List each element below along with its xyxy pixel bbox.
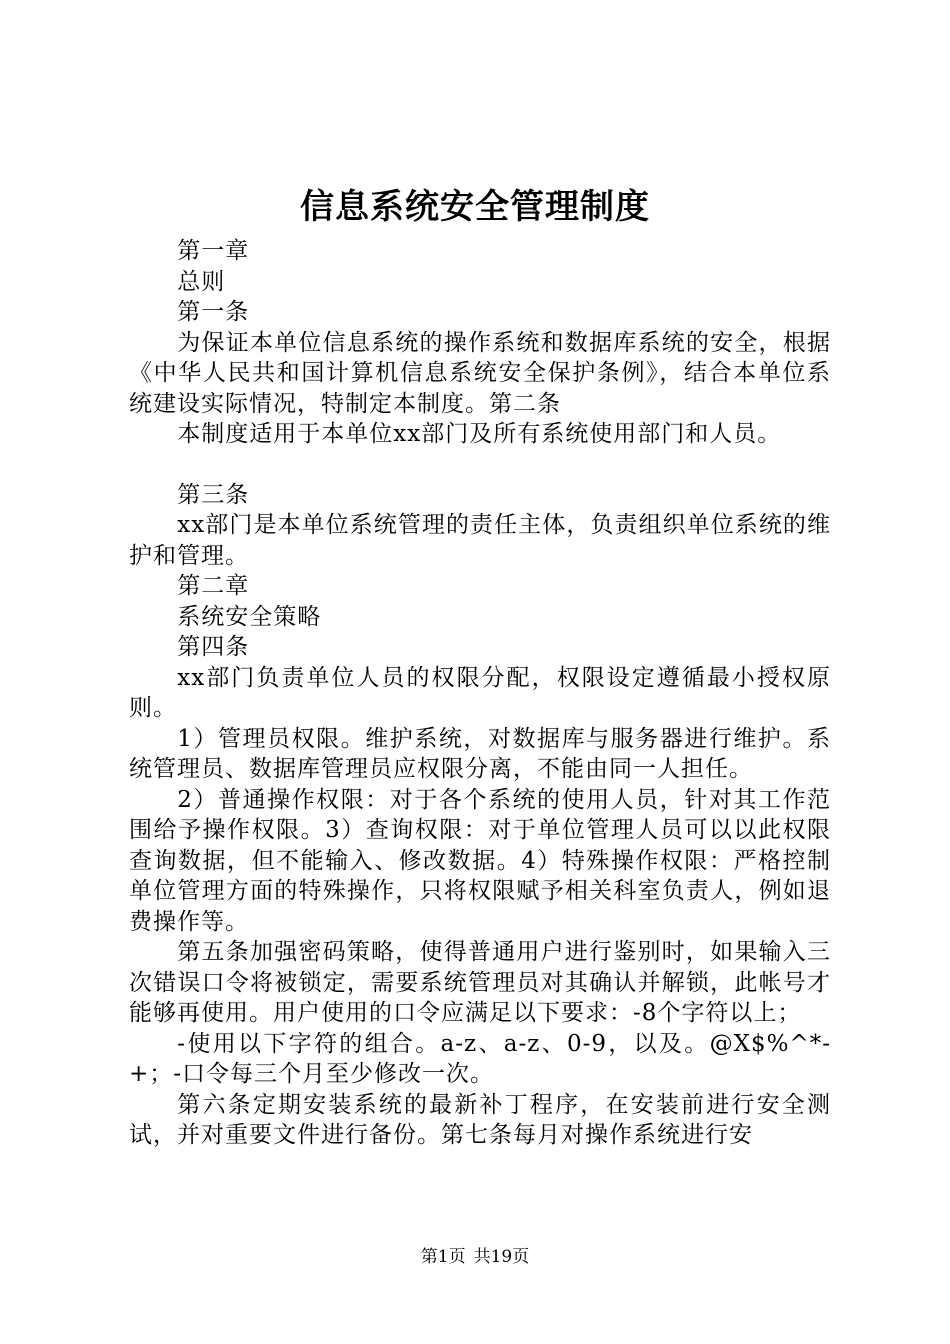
list-item: 1）管理员权限。维护系统，对数据库与服务器进行维护。系统管理员、数据库管理员应权限分离，不能由同一人担任。	[129, 725, 831, 782]
chapter-title: 总则	[177, 268, 226, 295]
document-title: 信息系统安全管理制度	[300, 187, 650, 227]
page-number: 第1页	[420, 1247, 466, 1267]
body-paragraph: xx部门负责单位人员的权限分配，权限设定遵循最小授权原则。	[129, 664, 831, 721]
body-paragraph: xx部门是本单位系统管理的责任主体，负责组织单位系统的维护和管理。	[129, 512, 831, 569]
article-heading: 第一条	[177, 299, 250, 325]
article-heading: 第三条	[177, 481, 250, 508]
chapter-heading: 第二章	[177, 573, 250, 599]
article-heading: 第四条	[177, 634, 250, 660]
body-paragraph: 第六条定期安装系统的最新补丁程序，在安装前进行安全测试，并对重要文件进行备份。第七条每月对操作系统进行安	[129, 1091, 831, 1148]
page-footer	[0, 1245, 950, 1269]
body-paragraph: -使用以下字符的组合。a-z、a-z、0-9，以及。@X$%^*-+；-口令每三个月至少修改一次。	[129, 1030, 831, 1087]
page-total: 共19页	[473, 1247, 530, 1267]
list-item: 2）普通操作权限：对于各个系统的使用人员，针对其工作范围给予操作权限。3）查询权限：对于单位管理人员可以以此权限查询数据，但不能输入、修改数据。4）特殊操作权限：严格控制单位管理方面的特殊操作，只将权限赋予相关科室负责人，例如退费操作等。	[129, 786, 831, 935]
body-paragraph: 为保证本单位信息系统的操作系统和数据库系统的安全，根据《中华人民共和国计算机信息系统安全保护条例》，结合本单位系统建设实际情况，特制定本制度。第二条	[129, 329, 831, 417]
chapter-heading: 第一章	[177, 238, 250, 264]
chapter-title: 系统安全策略	[177, 603, 322, 630]
body-paragraph: 本制度适用于本单位xx部门及所有系统使用部门和人员。	[177, 421, 782, 447]
document-body	[129, 236, 831, 1151]
body-paragraph: 第五条加强密码策略，使得普通用户进行鉴别时，如果输入三次错误口令将被锁定，需要系统管理员对其确认并解锁，此帐号才能够再使用。用户使用的口令应满足以下要求：-8个字符以上；	[129, 939, 831, 1026]
